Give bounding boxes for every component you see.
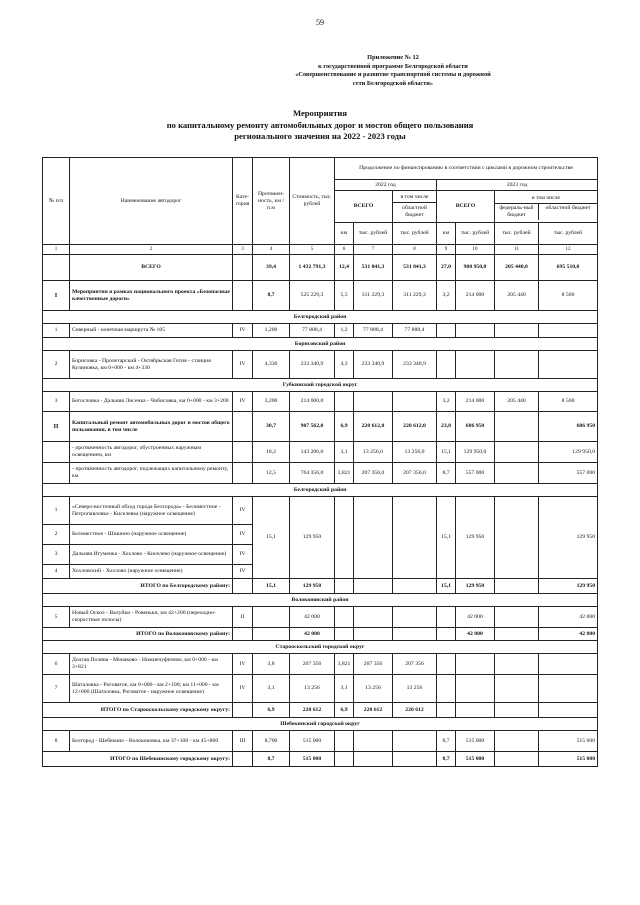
cell: 907 562,0 [290, 412, 335, 442]
cell: 695 510,0 [539, 255, 598, 281]
cell: 23,8 [437, 412, 456, 442]
col-index: 1 [43, 245, 70, 255]
cell: 8 560 [539, 281, 598, 311]
road-name: Хохловский - Хохлово (наружное освещение) [70, 565, 233, 579]
cell: 129 950 [290, 579, 335, 594]
column-index-row [43, 245, 598, 255]
cell: 220 612,0 [354, 412, 393, 442]
cell: 3,821 [335, 654, 354, 675]
table-row [43, 675, 598, 703]
table-row [43, 324, 598, 338]
cell: IV [233, 324, 253, 338]
cell: 3,1 [335, 675, 354, 703]
subtotal-label: ИТОГО по Белгородскому району: [43, 579, 233, 594]
subtotal-label: ИТОГО по Волоконовскому району: [43, 628, 233, 641]
cell: 77 888,4 [354, 324, 393, 338]
cell: 557 000 [456, 463, 495, 484]
header-incl-2023-cell [495, 191, 598, 223]
cell: 3 [43, 392, 70, 412]
cell: 205 440 [495, 392, 539, 412]
total-label: ВСЕГО [70, 255, 233, 281]
cell: 39,4 [253, 255, 290, 281]
cell: 557 000 [539, 463, 598, 484]
road-name: - протяженность автодорог, обустроенных наружным освещением, км [70, 442, 233, 463]
header-federal-budget: федераль-ный бюджет [495, 204, 539, 220]
cell: 207 356 [290, 654, 335, 675]
cell: 15,1 [437, 579, 456, 594]
cell: 8,700 [253, 731, 290, 752]
cell: 3,200 [253, 392, 290, 412]
cell: 27,0 [437, 255, 456, 281]
cell: 3 [43, 545, 70, 565]
col-index: 6 [335, 245, 354, 255]
cell: 42 000 [290, 607, 335, 628]
document-title [0, 108, 640, 143]
header-regional-budget-2023: областной бюджет [545, 204, 591, 211]
cell: 42 000 [456, 628, 495, 641]
cell: 8 [43, 731, 70, 752]
cell: II [43, 412, 70, 442]
road-name: Борисовка - Пролетарский - Октябрьская Готня - станция Кулиновка, км 0+000 - км 4+330 [70, 351, 233, 379]
cell: IV [233, 675, 253, 703]
header-thousand-reg-2023: тыс. рублей [539, 223, 598, 245]
cell: 1 [43, 324, 70, 338]
road-name: Беломестное - Шишино (наружное освещение) [70, 525, 233, 545]
cell: 515 000 [456, 752, 495, 767]
page-number: 59 [316, 18, 324, 27]
cell: IV [233, 392, 253, 412]
cell: 531 841,3 [354, 255, 393, 281]
table-row [43, 351, 598, 379]
cell: 5 [43, 607, 70, 628]
col-index: 4 [253, 245, 290, 255]
header-km-2023: км [437, 223, 456, 245]
district-heading: Белгородский район [43, 311, 598, 324]
header-incl-2022: в том числе [393, 194, 436, 203]
cell: 764 356,0 [290, 463, 335, 484]
subtotal-label: ИТОГО по Старооскольскому городскому округу: [43, 703, 233, 718]
table-row [43, 607, 598, 628]
cell: 531 841,3 [393, 255, 437, 281]
road-name: Северный - конечная маршрута № 105 [70, 324, 233, 338]
district-heading: Борисовский район [43, 338, 598, 351]
col-index: 11 [495, 245, 539, 255]
cell: 515 000 [290, 731, 335, 752]
table-row [43, 442, 598, 463]
cell: 3,821 [335, 463, 354, 484]
cell: 233 340,9 [393, 351, 437, 379]
cell: 129 950 [539, 497, 598, 579]
title-line: регионального значения на 2022 - 2023 годы [234, 131, 406, 141]
cell: IV [233, 654, 253, 675]
cell: 4,330 [253, 351, 290, 379]
cell: 1,2 [335, 324, 354, 338]
cell: 515 000 [539, 752, 598, 767]
cell: 5,5 [335, 281, 354, 311]
district-heading: Губкинский городской округ [43, 379, 598, 392]
section-row [43, 412, 598, 442]
road-name: Белгород - Шебекино - Волоконовка, км 37+100 - км 45+800 [70, 731, 233, 752]
cell: 143 206,0 [290, 442, 335, 463]
cell: 220 612 [393, 703, 437, 718]
road-name: «Северо-восточный обход города Белгорода» - Беломестное - Петропавловка - Киселевка (наружное освещение) [70, 497, 233, 525]
cell: 129 950,0 [456, 442, 495, 463]
cell: 233 340,9 [354, 351, 393, 379]
cell: 129 950 [290, 497, 335, 579]
cell: 207 356,0 [393, 463, 437, 484]
subtotal-row [43, 703, 598, 718]
cell: 7 [43, 675, 70, 703]
section-name: Мероприятия в рамках национального проекта «Безопасные качественные дороги» [70, 281, 233, 311]
cell: 900 950,0 [456, 255, 495, 281]
header-thousand-fed-2023: тыс. рублей [495, 223, 539, 245]
header-length: Протяжен-ность, км / п.м [253, 158, 290, 245]
cell: 8 560 [539, 392, 598, 412]
cell: 42 000 [539, 607, 598, 628]
cell: 6,9 [335, 703, 354, 718]
cell: 77 888,4 [290, 324, 335, 338]
district-heading: Шебекинский городской округ [43, 718, 598, 731]
col-index: 12 [539, 245, 598, 255]
cell: 220 612,0 [393, 412, 437, 442]
cell: 13 256 [393, 675, 437, 703]
cell: II [233, 607, 253, 628]
cell: 42 000 [456, 607, 495, 628]
table-row [43, 463, 598, 484]
table-row [43, 654, 598, 675]
cell: 525 229,3 [290, 281, 335, 311]
cell: 220 612 [290, 703, 335, 718]
cell: 214 000 [456, 392, 495, 412]
cell: IV [233, 351, 253, 379]
header-num: № п/п [43, 158, 70, 245]
header-total-2022: ВСЕГО [335, 191, 393, 223]
cell: 13 256,0 [354, 442, 393, 463]
cell: 311 229,3 [354, 281, 393, 311]
header-incl-2023: в том числе [495, 194, 597, 204]
cell: 129 950,0 [539, 442, 598, 463]
section-name: Капитальный ремонт автомобильных дорог и мостов общего пользования, в том числе [70, 412, 233, 442]
cell: 77 888,4 [393, 324, 437, 338]
cell: 15,1 [253, 497, 290, 579]
cell: 6,9 [253, 703, 290, 718]
total-row [43, 255, 598, 281]
cell: IV [233, 497, 253, 525]
cell: 2 [43, 351, 70, 379]
header-financing: Продолжение по финансированию в соответствии с циклами в дорожном строительстве [335, 158, 598, 180]
cell: 3,2 [437, 392, 456, 412]
cell: 233 340,9 [290, 351, 335, 379]
appendix-line: сети Белгородской области» [352, 79, 434, 87]
subtotal-row [43, 752, 598, 767]
cell: 1 432 791,3 [290, 255, 335, 281]
header-year-2023: 2023 год [437, 180, 598, 191]
table-row [43, 731, 598, 752]
cell: 12,5 [253, 463, 290, 484]
appendix-note [268, 54, 518, 88]
cell: III [233, 731, 253, 752]
district-heading: Белгородский район [43, 484, 598, 497]
col-index: 2 [70, 245, 233, 255]
header-budgets-2023 [495, 204, 597, 220]
cell: 3,1 [335, 442, 354, 463]
header-thousand-reg-2022: тыс. рублей [393, 223, 437, 245]
cell: 18,2 [253, 442, 290, 463]
cell: 8,7 [253, 752, 290, 767]
subtotal-label: ИТОГО по Шебекинскому городскому округу: [43, 752, 233, 767]
cell: 3,1 [253, 675, 290, 703]
district-heading: Старооскольский городской округ [43, 641, 598, 654]
road-name: - протяженность автодорог, подлежащих капитальному ремонту, км [70, 463, 233, 484]
subtotal-row [43, 628, 598, 641]
subtotal-row [43, 579, 598, 594]
header-category: Кате-гория [233, 158, 253, 245]
cell: 4 [43, 565, 70, 579]
title-line: по капитальному ремонту автомобильных дорог и мостов общего пользования [166, 119, 474, 130]
header-regional-budget-2022: областной бюджет [402, 205, 427, 218]
cell: 13 256 [354, 675, 393, 703]
col-index: 9 [437, 245, 456, 255]
cell: 8,7 [437, 463, 456, 484]
cell: 13 256 [290, 675, 335, 703]
cell: 1,200 [253, 324, 290, 338]
cell: 13 256,0 [393, 442, 437, 463]
cell: 515 000 [456, 731, 495, 752]
header-regional-2022 [393, 191, 437, 223]
cell: I [43, 281, 70, 311]
district-heading: Волоконовский район [43, 594, 598, 607]
cell: 8,7 [437, 731, 456, 752]
cell: 6 [43, 654, 70, 675]
cell: 4,3 [335, 351, 354, 379]
cell: 205 440 [495, 281, 539, 311]
header-cost: Стоимость, тыс. рублей [290, 158, 335, 245]
cell: 3,8 [253, 654, 290, 675]
col-index: 3 [233, 245, 253, 255]
col-index: 10 [456, 245, 495, 255]
cell: 8,7 [437, 752, 456, 767]
col-index: 8 [393, 245, 437, 255]
header-thousand-2023: тыс. рублей [456, 223, 495, 245]
cell: IV [233, 545, 253, 565]
cell: 12,4 [335, 255, 354, 281]
cell: 15,1 [253, 579, 290, 594]
cell: 686 950 [539, 412, 598, 442]
cell: 515 000 [290, 752, 335, 767]
road-name: Шаталовка - Роговатое, км 0+000 - км 2+100; км 11+000 - км 12+000 (Шаталовка, Роговатое - наружное освещение) [70, 675, 233, 703]
col-index: 5 [290, 245, 335, 255]
cell: 42 000 [290, 628, 335, 641]
cell: 129 950 [539, 579, 598, 594]
cell: 129 950 [456, 497, 495, 579]
roads-repair-table [42, 157, 598, 767]
cell: 129 950 [456, 579, 495, 594]
cell: 207 356,0 [354, 463, 393, 484]
cell: 8,7 [253, 281, 290, 311]
cell: 686 950 [456, 412, 495, 442]
cell: 6,9 [335, 412, 354, 442]
road-name: Новый Оскол - Валуйки - Ровеньки, км 42+200 (переходно-скоростные полосы) [70, 607, 233, 628]
header-total-2023: ВСЕГО [437, 191, 495, 223]
title-line: Мероприятия [292, 108, 348, 118]
cell: 15,1 [437, 442, 456, 463]
cell: 205 440,0 [495, 255, 539, 281]
header-year-2022: 2022 год [335, 180, 437, 191]
cell: 1 [43, 497, 70, 525]
header-name: Наименование автодорог [70, 158, 233, 245]
cell: 207 356 [393, 654, 437, 675]
appendix-line: к государственной программе Белгородской области [318, 62, 468, 70]
road-name: Дальняя Игуменка - Хохлово - Киселево (наружное освещение) [70, 545, 233, 565]
cell: IV [233, 525, 253, 545]
header-km-2022: км [335, 223, 354, 245]
cell: 515 000 [539, 731, 598, 752]
cell: 2 [43, 525, 70, 545]
road-name: Бегословка - Дальняя Лисенка - Чибисовка, км 0+000 - км 3+200 [70, 392, 233, 412]
table-row [43, 392, 598, 412]
cell: 311 229,3 [393, 281, 437, 311]
appendix-line: Приложение № 12 [367, 54, 419, 61]
cell: 15,1 [437, 497, 456, 579]
cell: 42 000 [539, 628, 598, 641]
table-row [43, 497, 598, 525]
cell: 214 000 [456, 281, 495, 311]
cell: 3,2 [437, 281, 456, 311]
cell: 30,7 [253, 412, 290, 442]
cell: IV [233, 565, 253, 579]
col-index: 7 [354, 245, 393, 255]
cell: 207 356 [354, 654, 393, 675]
section-row [43, 281, 598, 311]
cell: 214 000,0 [290, 392, 335, 412]
cell: 220 612 [354, 703, 393, 718]
appendix-line: «Совершенствование и развитие транспортной системы и дорожной [295, 71, 491, 79]
road-name: Долгая Поляна - Монаково - Нижнечуфичево, км 0+000 - км 3+821 [70, 654, 233, 675]
header-thousand-2022: тыс. рублей [354, 223, 393, 245]
